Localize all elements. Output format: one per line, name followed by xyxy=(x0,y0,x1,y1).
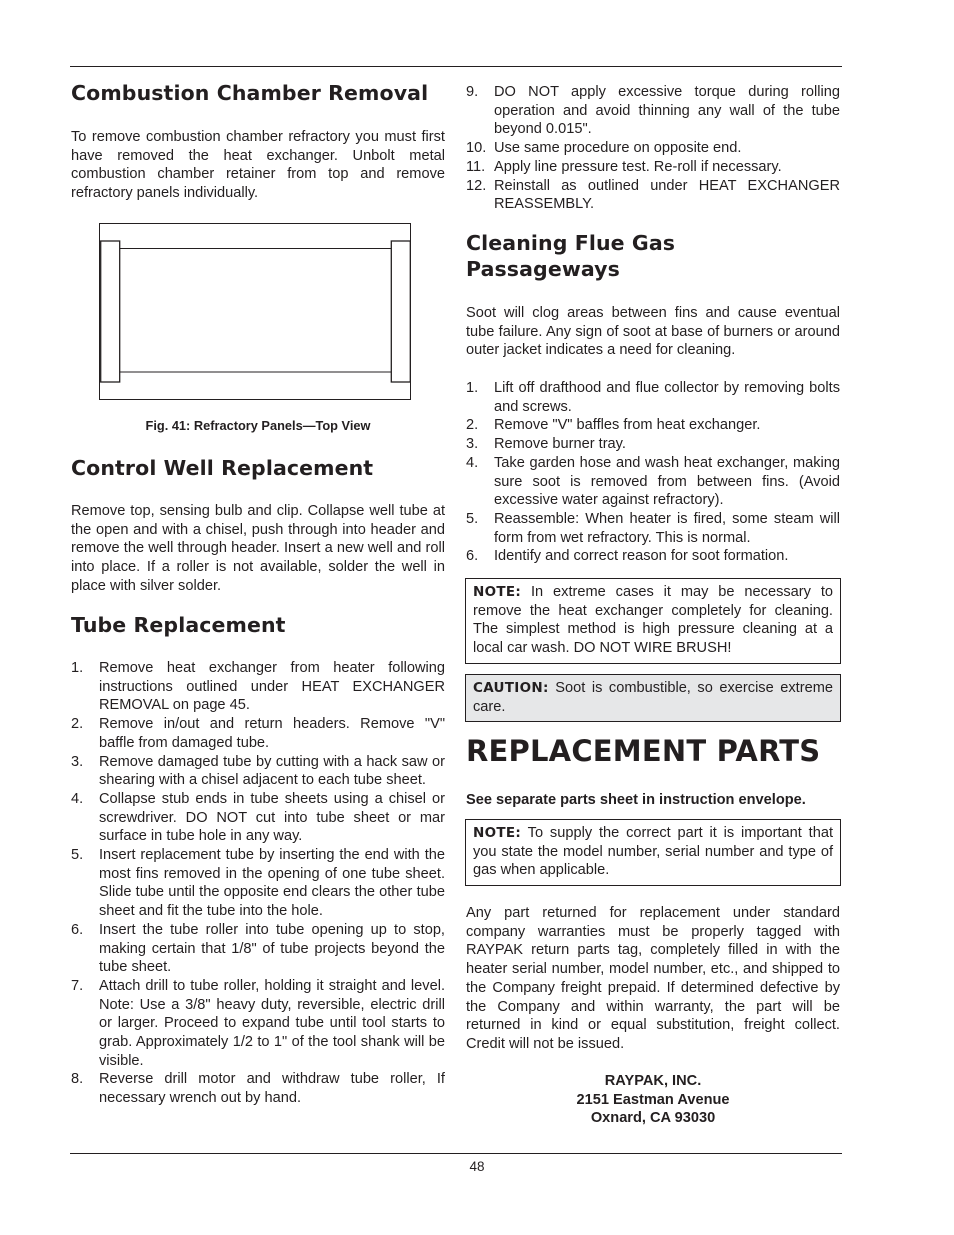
note-tag: NOTE: xyxy=(473,825,522,841)
list-item xyxy=(466,435,840,454)
list-number: 1. xyxy=(466,380,479,396)
cleaning-heading-line2: Passageways xyxy=(466,257,620,281)
list-number: 3. xyxy=(466,436,479,453)
caution-text: Soot is combustible, so exercise extreme care. xyxy=(473,680,833,715)
combustion-body-block xyxy=(71,128,445,203)
list-item xyxy=(466,510,840,547)
list-item xyxy=(466,547,840,566)
note-text: In extreme cases it may be necessary to remove the heat exchanger completely for cleaning. The simplest method is high pressure cleaning at a local car wash. DO NOT WIRE BRUSH! xyxy=(473,584,833,657)
list-item xyxy=(71,977,445,1071)
note-tag: NOTE: xyxy=(473,584,522,600)
company-name: RAYPAK, INC. xyxy=(604,1073,702,1089)
list-text: Attach drill to tube roller, holding it straight and level. Note: Use a 3/8" heavy duty, reversible, electric drill or larger. Proceed to expand tube until tool starts to grab. Approximately 1/2 to 1" of the tool shank will be visible. xyxy=(99,977,445,1069)
parts-subtitle-block xyxy=(466,791,840,810)
note-box-cleaning xyxy=(465,578,841,664)
list-item xyxy=(71,1070,445,1107)
caution-tag: CAUTION: xyxy=(473,680,549,696)
replacement-parts-section xyxy=(466,734,840,768)
control-well-body-block xyxy=(71,502,445,596)
combustion-section xyxy=(71,80,445,106)
list-number: 7. xyxy=(71,977,84,994)
cleaning-section xyxy=(466,230,840,282)
refractory-panels-drawing xyxy=(100,224,410,399)
list-text: Apply line pressure test. Re-roll if necessary. xyxy=(494,158,782,175)
list-item xyxy=(71,921,445,977)
company-city: Oxnard, CA 93030 xyxy=(590,1110,716,1127)
list-number: 8. xyxy=(71,1071,84,1088)
cleaning-steps-list xyxy=(466,379,840,566)
control-well-section xyxy=(71,455,445,481)
list-text: Reinstall as outlined under HEAT EXCHANGER REASSEMBLY. xyxy=(494,177,840,213)
list-text: Lift off drafthood and flue collector by removing bolts and screws. xyxy=(494,380,840,415)
list-text: Remove "V" baffles from heat exchanger. xyxy=(494,417,761,434)
list-text: Reverse drill motor and withdraw tube roller, If necessary wrench out by hand. xyxy=(99,1071,445,1107)
right-panel xyxy=(391,241,410,382)
list-item xyxy=(71,753,445,790)
cleaning-heading-line1: Cleaning Flue Gas xyxy=(466,231,676,255)
list-item xyxy=(466,83,840,139)
combustion-heading: Combustion Chamber Removal xyxy=(71,81,429,105)
list-item xyxy=(71,846,445,921)
list-text: Insert the tube roller into tube opening up to stop, making certain that 1/8" of tube projects beyond the tube sheet. xyxy=(99,921,445,976)
list-item xyxy=(466,454,840,510)
cleaning-steps-block xyxy=(466,379,840,566)
list-text: Remove burner tray. xyxy=(494,436,626,453)
tube-steps-list xyxy=(71,659,445,1108)
list-item xyxy=(71,715,445,752)
list-number: 6. xyxy=(466,548,479,565)
parts-body-block xyxy=(466,904,840,1054)
list-item xyxy=(71,659,445,715)
list-number: 11. xyxy=(466,158,486,175)
replacement-parts-title: REPLACEMENT PARTS xyxy=(466,734,821,768)
top-rule xyxy=(70,66,842,67)
list-number: 5. xyxy=(71,847,84,864)
list-item xyxy=(466,379,840,416)
parts-body: Any part returned for replacement under standard company warranties must be properly tagged with RAYPAK return parts tag, completely filled in with the heater serial number, model number, etc., and shipped to the Company freight prepaid. If determined defective by the Company and within warranty, the part will be returned in kind or equal substitution, freight collect. Credit will not be issued. xyxy=(466,905,840,1052)
figure-caption: Fig. 41: Refractory Panels—Top View xyxy=(145,418,371,433)
list-text: Collapse stub ends in tube sheets using a chisel or screwdriver. DO NOT cut into tube sheet or mar surface in tube hole in any way. xyxy=(99,790,445,845)
list-item xyxy=(71,790,445,846)
list-number: 1. xyxy=(71,660,84,676)
bottom-rule xyxy=(70,1153,842,1154)
list-text: DO NOT apply excessive torque during rolling operation and avoid thinning any wall of the tube beyond 0.015". xyxy=(494,84,840,138)
list-text: Take garden hose and wash heat exchanger, making sure soot is removed from between fins. (Avoid excessive water against refractory). xyxy=(494,454,840,509)
list-number: 9. xyxy=(466,84,479,100)
tube-heading: Tube Replacement xyxy=(71,613,286,637)
list-text: Remove in/out and return headers. Remove "V" baffle from damaged tube. xyxy=(99,716,445,751)
list-number: 2. xyxy=(466,417,479,434)
cleaning-body: Soot will clog areas between fins and cause eventual tube failure. Any sign of soot at base of burners or around outer jacket indicates a need for cleaning. xyxy=(466,305,840,359)
list-text: Reassemble: When heater is fired, some steam will form from wet refractory. This is normal. xyxy=(494,510,840,546)
tube-section xyxy=(71,612,445,638)
tube-steps-cont-list xyxy=(466,83,840,214)
list-number: 2. xyxy=(71,716,84,733)
note-box-parts xyxy=(465,819,841,886)
company-address xyxy=(466,1072,840,1128)
list-number: 4. xyxy=(466,454,479,471)
note-text: To supply the correct part it is important that you state the model number, serial number and type of gas when applicable. xyxy=(473,825,833,879)
tube-steps-cont-block xyxy=(466,83,840,214)
list-item xyxy=(466,139,840,158)
list-text: Remove damaged tube by cutting with a hack saw or shearing with a chisel adjacent to each tube sheet. xyxy=(99,753,445,789)
list-text: Remove heat exchanger from heater following instructions outlined under HEAT EXCHANGER REMOVAL on page 45. xyxy=(99,660,445,714)
control-well-heading: Control Well Replacement xyxy=(71,456,374,480)
combustion-body: To remove combustion chamber refractory you must first have removed the heat exchanger. Unbolt metal combustion chamber retainer from top and remove refractory panels individually. xyxy=(71,129,445,202)
cleaning-body-block xyxy=(466,304,840,360)
parts-subtitle: See separate parts sheet in instruction envelope. xyxy=(466,792,806,808)
company-street: 2151 Eastman Avenue xyxy=(576,1091,730,1108)
list-number: 12. xyxy=(466,177,487,194)
control-well-body: Remove top, sensing bulb and clip. Collapse well tube at the open and with a chisel, push through into header and remove the well through header. Insert a new well and roll into place. If a roller is not available, solder the well in place with silver solder. xyxy=(71,503,445,594)
list-text: Identify and correct reason for soot formation. xyxy=(494,548,789,565)
page-number: 48 xyxy=(469,1159,485,1174)
list-item xyxy=(466,158,840,177)
list-number: 6. xyxy=(71,921,84,938)
list-item xyxy=(466,416,840,435)
caution-box xyxy=(465,674,841,722)
list-number: 10. xyxy=(466,140,487,157)
list-number: 3. xyxy=(71,753,84,770)
list-number: 5. xyxy=(466,510,479,527)
list-text: Use same procedure on opposite end. xyxy=(494,140,742,157)
left-panel xyxy=(101,241,120,382)
list-text: Insert replacement tube by inserting the end with the most fins removed in the opening of one tube sheet. Slide tube until the opposite end clears the other tube sheet and fit the tube into the hole. xyxy=(99,847,445,920)
tube-steps-block xyxy=(71,659,445,1108)
list-number: 4. xyxy=(71,790,84,807)
refractory-panels-figure xyxy=(99,223,411,400)
list-item xyxy=(466,177,840,214)
